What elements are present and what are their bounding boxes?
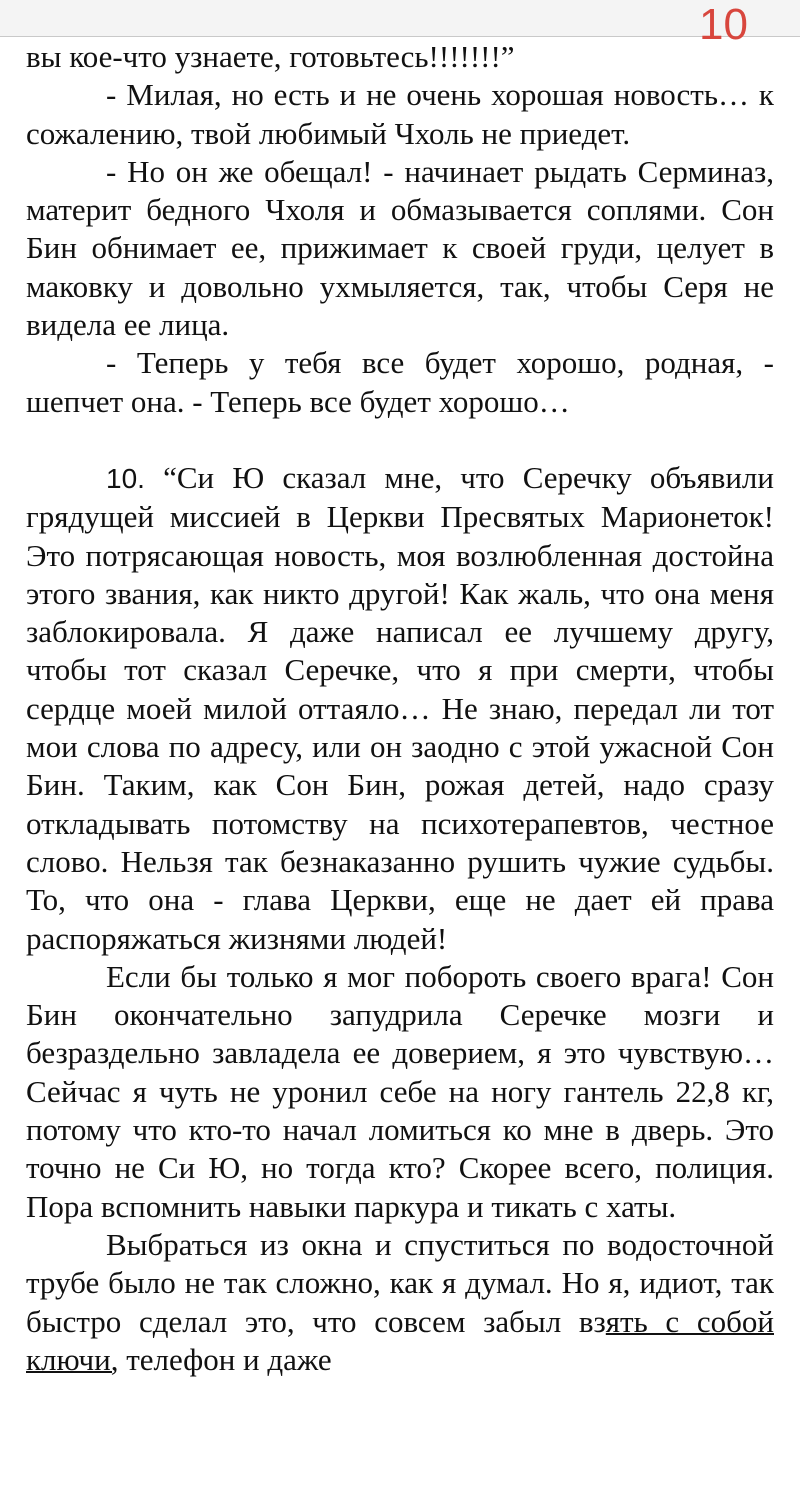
paragraph-7 <box>26 1226 774 1379</box>
paragraph-2: - Милая, но есть и не очень хорошая новость… к сожалению, твой любимый Чхоль не приедет. <box>26 77 774 151</box>
document-text <box>26 26 774 1490</box>
paragraph-5-text: “Си Ю сказал мне, что Серечку объявили грядущей миссией в Церкви Пресвятых Марионеток! Это потрясающая новость, моя возлюбленная достойна этого звания, как никто другой! Как жаль, что она меня заблокировала. Я даже написал ее лучшему другу, чтобы тот сказал Серечке, что я при смерти, чтобы сердце моей милой оттаяло… Не знаю, передал ли тот мои слова по адресу, или он заодно с этой ужасной Сон Бин. Таким, как Сон Бин, рожая детей, надо сразу откладывать потомству на психотерапевтов, честное слово. Нельзя так безнаказанно рушить чужие судьбы. То, что она - глава Церкви, еще не дает ей права распоряжаться жизнями людей! <box>26 459 774 956</box>
paragraph-3: - Но он же обещал! - начинает рыдать Серминаз, материт бедного Чхоля и обмазывается соплями. Сон Бин обнимает ее, прижимает к своей груди, целует в маковку и довольно ухмыляется, так, чтобы Серя не видела ее лица. <box>26 153 774 343</box>
paragraph-6: Если бы только я мог побороть своего врага! Сон Бин окончательно запудрила Серечке мозги и безраздельно завладела ее доверием, я это чувствую… Сейчас я чуть не уронил себе на ногу гантель 22,8 кг, потому что кто-то начал ломиться ко мне в дверь. Это точно не Си Ю, но тогда кто? Скорее всего, полиция. Пора вспомнить навыки паркура и тикать с хаты. <box>26 958 774 1224</box>
paragraph-gap <box>26 421 774 459</box>
paragraph-7-part-2: телефон и даже <box>118 1341 332 1377</box>
paragraph-4: - Теперь у тебя все будет хорошо, родная, - шепчет она. - Теперь все будет хорошо… <box>26 345 774 419</box>
paragraph-7-underlined: ять с собой ключи, <box>26 1303 774 1377</box>
paragraph-7-part-1: Выбраться из окна и спуститься по водосточной трубе было не так сложно, как я думал. Но я, идиот, так быстро сделал это, что совсем забыл вз <box>26 1226 774 1339</box>
page-number: 10 <box>699 0 748 49</box>
document-body <box>26 26 774 1490</box>
paragraph-1: вы кое-что узнаете, готовьтесь!!!!!!!” <box>26 39 515 74</box>
item-number: 10. <box>106 462 145 494</box>
paragraph-5 <box>26 459 774 958</box>
